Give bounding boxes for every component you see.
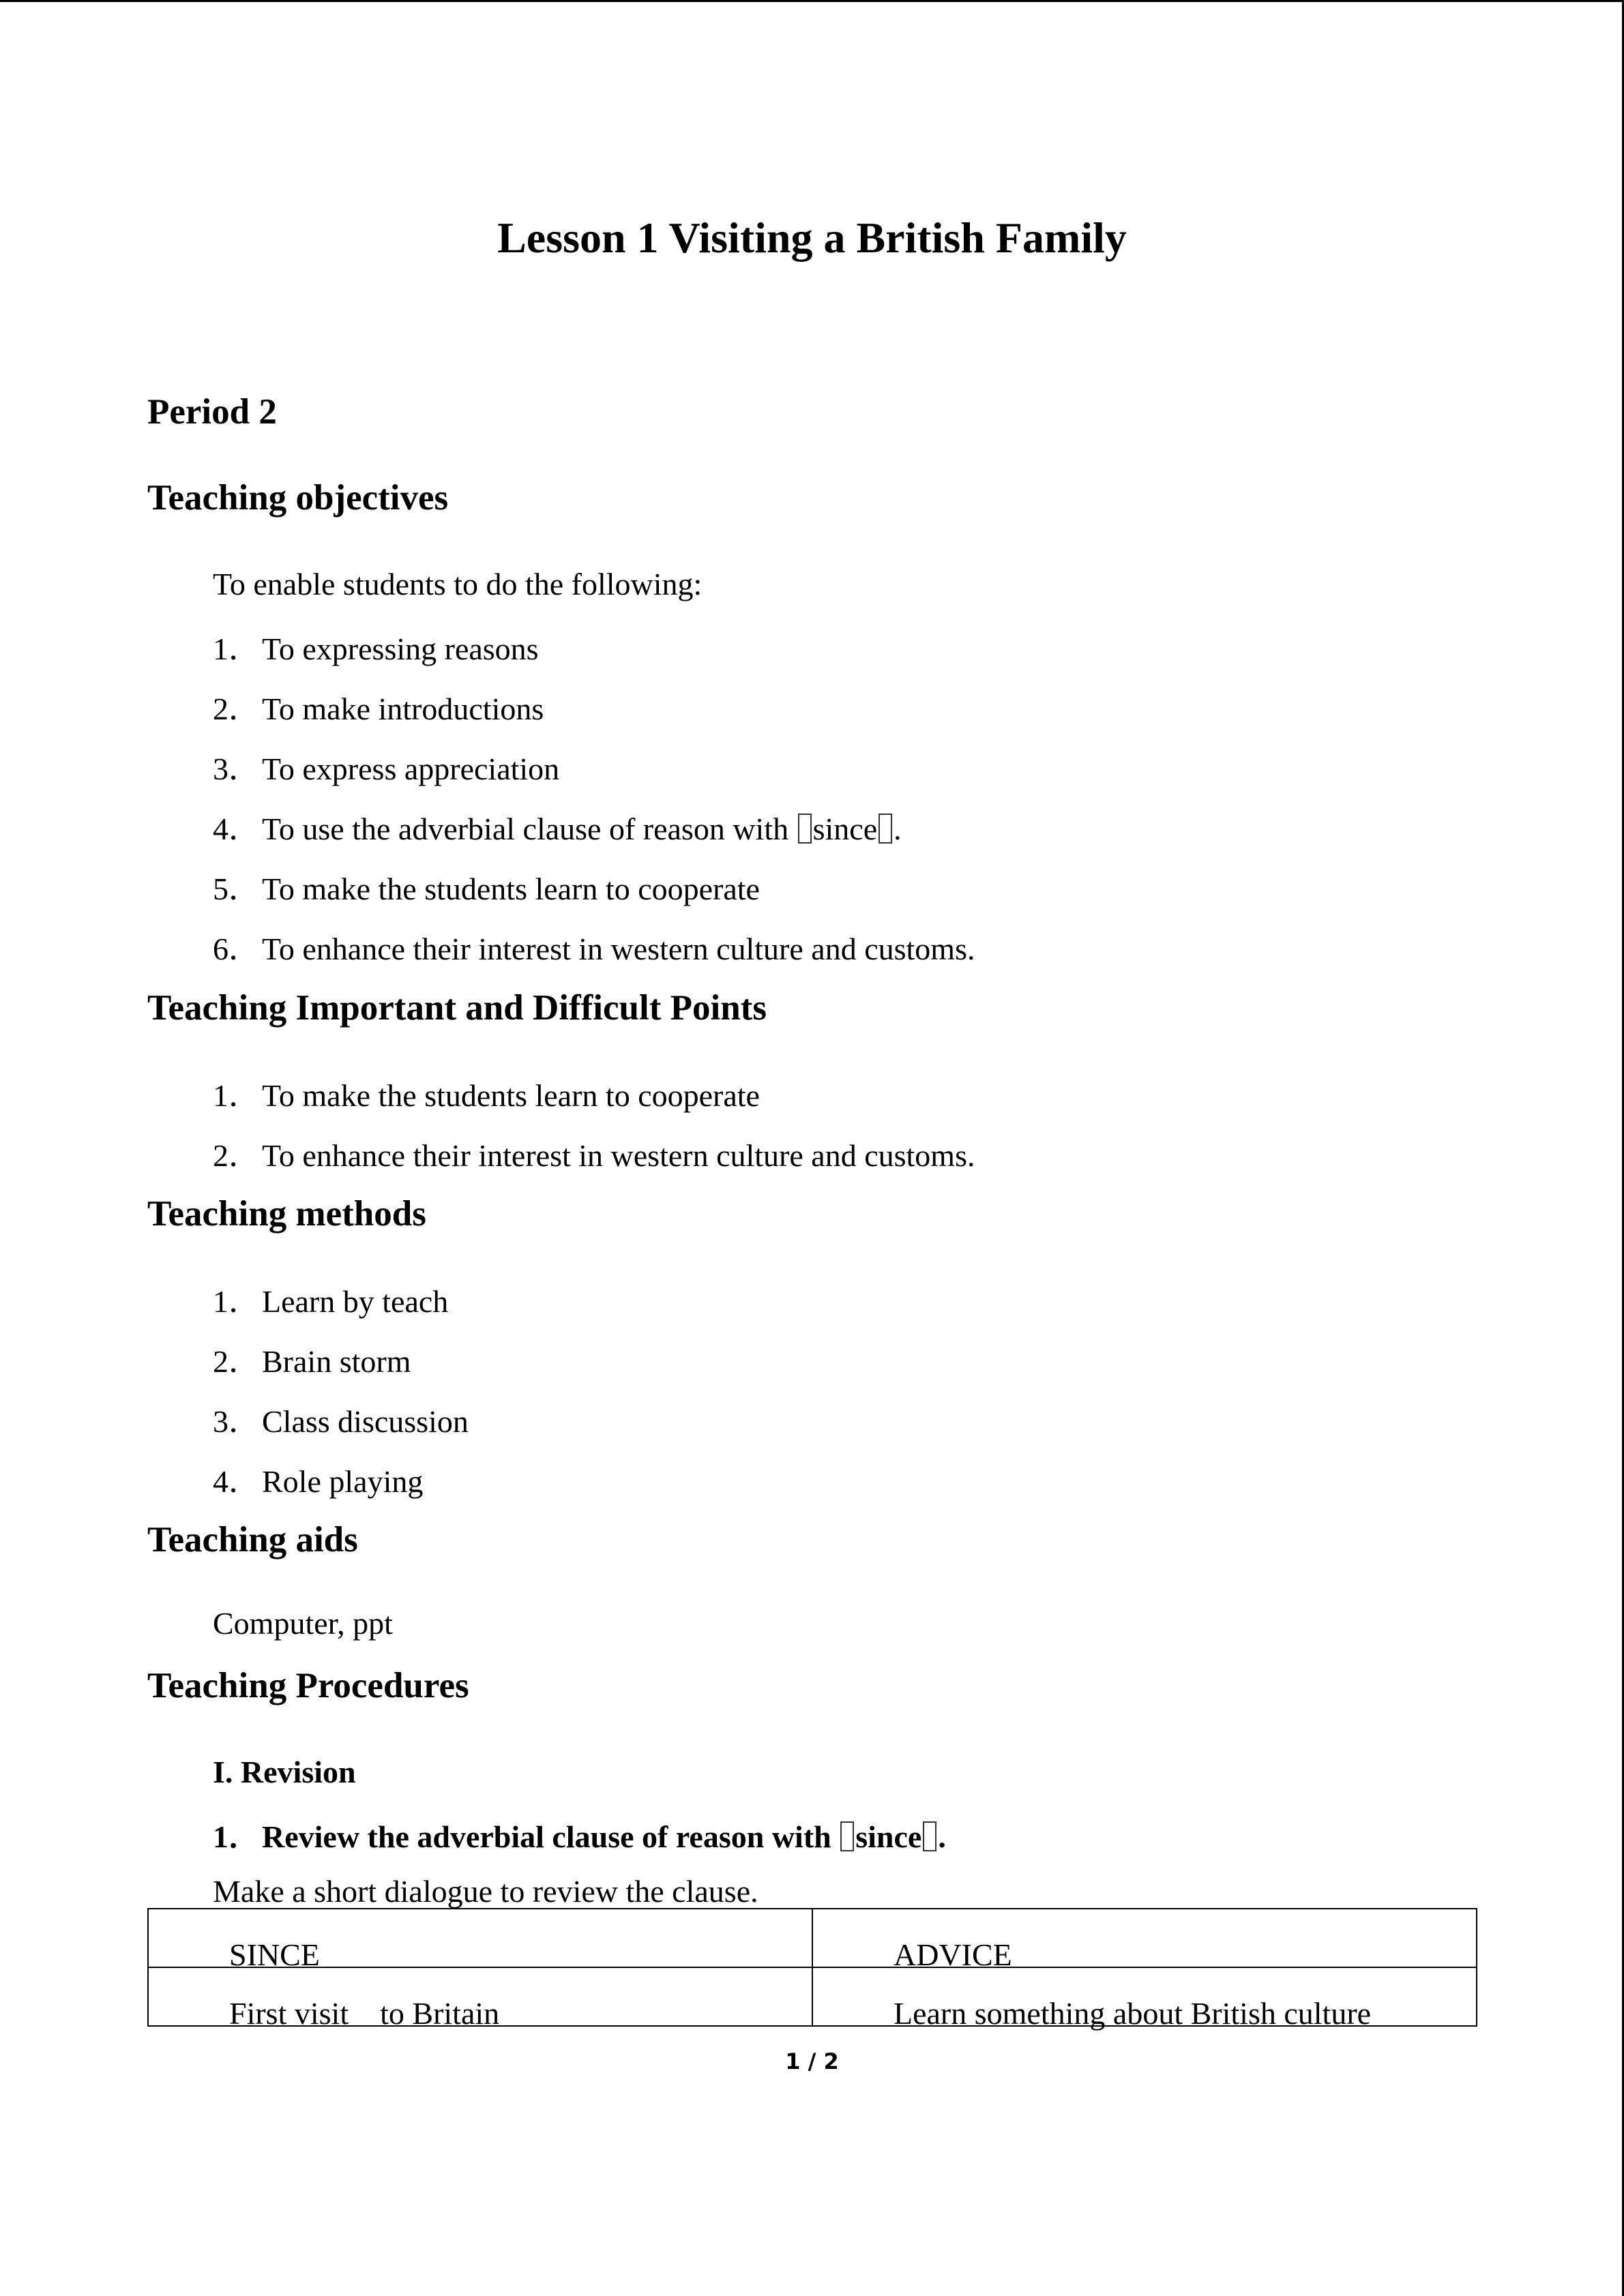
item-text: To make the students learn to cooperate [262, 871, 760, 906]
item-text: Learn by teach [262, 1284, 449, 1319]
aids-heading: Teaching aids [147, 1520, 358, 1560]
item-number: 2． [213, 691, 260, 726]
objective-item [213, 684, 544, 729]
item-text: Review the adverbial clause of reason with [262, 1819, 840, 1854]
procedures-heading: Teaching Procedures [147, 1666, 469, 1705]
item-text: To enhance their interest in western culture and customs. [262, 931, 975, 966]
item-number: 4． [213, 811, 260, 846]
item-text: To expressing reasons [262, 631, 539, 666]
table-cell: First visit to Britain [148, 1967, 812, 2026]
item-text: To make the students learn to cooperate [262, 1078, 760, 1113]
item-text: To enhance their interest in western culture and customs. [262, 1138, 975, 1173]
item-text: To express appreciation [262, 751, 560, 786]
item-number: 6． [213, 931, 260, 966]
objective-item [213, 924, 975, 969]
point-item [213, 1071, 760, 1116]
objectives-heading: Teaching objectives [147, 478, 449, 518]
item-number: 3． [213, 1404, 260, 1439]
point-item [213, 1131, 975, 1176]
item-text: Class discussion [262, 1404, 469, 1439]
objective-item [213, 744, 559, 789]
item-number: 3． [213, 751, 260, 786]
points-heading: Teaching Important and Difficult Points [147, 988, 767, 1028]
item-text: Brain storm [262, 1344, 411, 1379]
item-punct: . [938, 1819, 946, 1854]
objectives-intro: To enable students to do the following: [213, 567, 703, 601]
objective-item [213, 804, 902, 849]
method-item [213, 1277, 448, 1322]
missing-glyph-icon [923, 1821, 936, 1851]
item-number: 1． [213, 631, 260, 666]
missing-glyph-icon [879, 814, 892, 844]
item-text: Role playing [262, 1464, 424, 1499]
revision-section-heading: I. Revision [213, 1755, 356, 1789]
item-keyword: since [855, 1819, 922, 1854]
item-text: To use the adverbial clause of reason with [262, 811, 797, 846]
objective-item [213, 624, 539, 669]
page-number: 1 / 2 [785, 2048, 839, 2074]
item-number: 2． [213, 1138, 260, 1173]
item-number: 1． [213, 1078, 260, 1113]
methods-heading: Teaching methods [147, 1194, 426, 1234]
item-number: 4． [213, 1464, 260, 1499]
table-header-cell: ADVICE [812, 1909, 1477, 1967]
procedure-step [213, 1812, 946, 1857]
item-punct: . [894, 811, 902, 846]
period-heading: Period 2 [147, 392, 277, 432]
item-number: 5． [213, 871, 260, 906]
method-item [213, 1337, 411, 1382]
since-advice-table [147, 1908, 1477, 2031]
table-row [148, 1967, 1477, 2026]
method-item [213, 1397, 469, 1442]
missing-glyph-icon [798, 814, 812, 844]
item-number: 1． [213, 1284, 260, 1319]
objective-item [213, 864, 760, 909]
page-title: Lesson 1 Visiting a British Family [497, 213, 1127, 262]
table-cell: Learn something about British culture [812, 1967, 1477, 2026]
instruction-text: Make a short dialogue to review the clause. [213, 1874, 758, 1909]
item-keyword: since [812, 811, 878, 846]
item-text: To make introductions [262, 691, 544, 726]
item-number: 2． [213, 1344, 260, 1379]
top-border [0, 0, 1624, 2]
table-header-cell: SINCE [148, 1909, 812, 1967]
table-header-row [148, 1909, 1477, 1967]
item-number: 1． [213, 1819, 260, 1854]
missing-glyph-icon [840, 1821, 854, 1851]
aids-text: Computer, ppt [213, 1606, 393, 1641]
method-item [213, 1457, 423, 1502]
